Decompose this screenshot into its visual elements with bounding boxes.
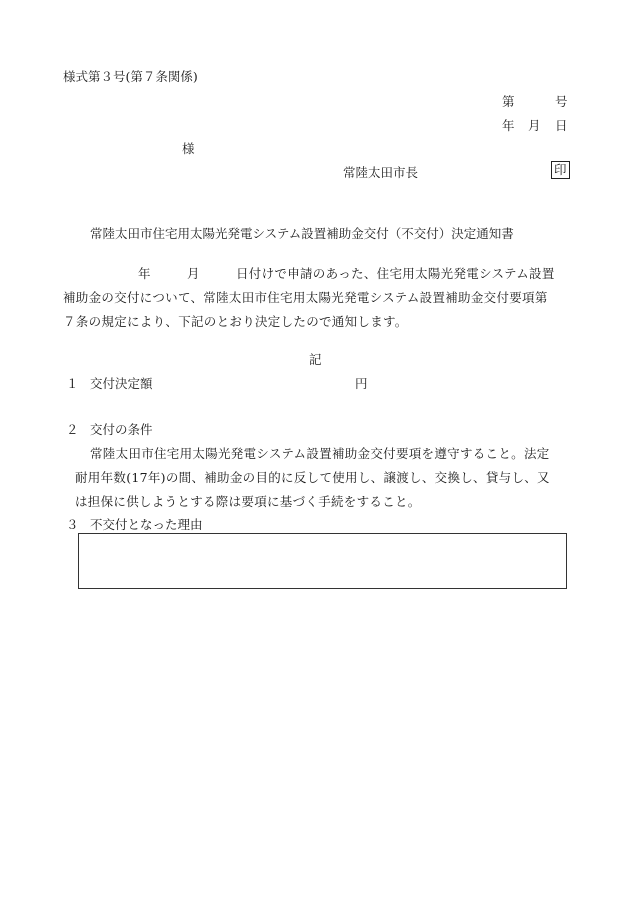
item2-label: 交付の条件 <box>90 422 153 437</box>
intro-line3: ７条の規定により、下記のとおり決定したので通知します。 <box>63 314 408 329</box>
item2-line2: 耐用年数(17年)の間、補助金の目的に反して使用し、譲渡し、交換し、貸与し、又 <box>75 470 550 485</box>
item2-number: ２ <box>66 422 79 437</box>
intro-line1: 日付けで申請のあった、住宅用太陽光発電システム設置 <box>236 266 555 281</box>
date-day: 日 <box>555 118 568 133</box>
item3-label: 不交付となった理由 <box>90 517 203 532</box>
item3-number: ３ <box>66 517 79 532</box>
date-year: 年 <box>502 118 515 133</box>
item1-label: 交付決定額 <box>90 376 153 391</box>
issue-no-prefix: 第 <box>502 94 515 109</box>
document-title: 常陸太田市住宅用太陽光発電システム設置補助金交付（不交付）決定通知書 <box>90 226 514 241</box>
item2-line3: は担保に供しようとする際は要項に基づく手続をすること。 <box>75 494 421 509</box>
form-number: 様式第３号(第７条関係) <box>63 69 198 84</box>
issuer-name: 常陸太田市長 <box>343 165 419 180</box>
item1-unit: 円 <box>355 376 368 391</box>
intro-line2: 補助金の交付について、常陸太田市住宅用太陽光発電システム設置補助金交付要項第 <box>63 290 548 305</box>
ki-heading: 記 <box>309 352 322 367</box>
item1-number: １ <box>66 376 79 391</box>
issue-no-suffix: 号 <box>555 94 568 109</box>
date-month: 月 <box>528 118 541 133</box>
intro-month: 月 <box>187 266 200 281</box>
item2-line1: 常陸太田市住宅用太陽光発電システム設置補助金交付要項を遵守すること。法定 <box>90 446 550 461</box>
reason-box[interactable] <box>78 533 567 589</box>
seal-mark: 印 <box>551 161 570 179</box>
addressee-honorific: 様 <box>182 141 195 156</box>
intro-year: 年 <box>138 266 151 281</box>
